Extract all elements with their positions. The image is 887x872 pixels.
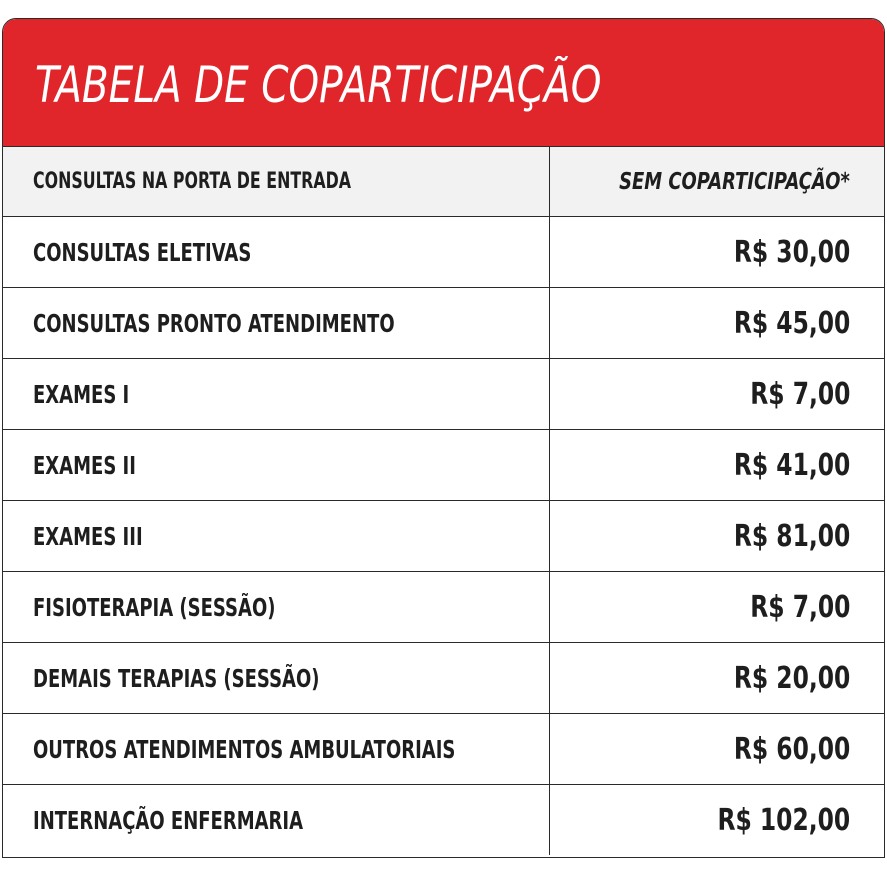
row-value: R$ 45,00 <box>733 305 850 341</box>
row-label-cell <box>3 572 550 642</box>
row-label: CONSULTAS PRONTO ATENDIMENTO <box>33 308 395 338</box>
row-label-cell <box>3 359 550 429</box>
row-label: CONSULTAS ELETIVAS <box>33 237 252 267</box>
row-value: R$ 41,00 <box>733 447 850 483</box>
row-value: R$ 7,00 <box>749 376 850 412</box>
row-value-cell <box>550 714 884 784</box>
table-row <box>3 358 884 429</box>
row-label-cell <box>3 501 550 571</box>
row-label-cell <box>3 643 550 713</box>
row-value-cell <box>550 288 884 358</box>
row-label: OUTROS ATENDIMENTOS AMBULATORIAIS <box>33 734 456 764</box>
header-cell-right <box>550 147 884 216</box>
row-value: R$ 30,00 <box>733 234 850 270</box>
page-title: TABELA DE COPARTICIPAÇÃO <box>35 55 602 114</box>
row-value: R$ 20,00 <box>733 660 850 696</box>
row-label: EXAMES II <box>33 450 136 480</box>
row-label: EXAMES I <box>33 379 130 409</box>
row-value: R$ 7,00 <box>749 589 850 625</box>
header-label-right: SEM COPARTICIPAÇÃO* <box>619 168 850 195</box>
row-value-cell <box>550 430 884 500</box>
header-label-left: CONSULTAS NA PORTA DE ENTRADA <box>33 169 352 194</box>
row-value: R$ 60,00 <box>733 731 850 767</box>
table-header-row <box>3 146 884 216</box>
row-label-cell <box>3 714 550 784</box>
table-row <box>3 500 884 571</box>
table-row <box>3 642 884 713</box>
row-label-cell <box>3 785 550 855</box>
coparticipation-table <box>3 146 884 855</box>
table-row <box>3 287 884 358</box>
row-value-cell <box>550 359 884 429</box>
title-banner <box>3 19 884 146</box>
table-row <box>3 216 884 287</box>
coparticipation-table-card <box>2 18 885 858</box>
table-row <box>3 713 884 784</box>
row-label-cell <box>3 430 550 500</box>
row-label-cell <box>3 217 550 287</box>
table-row <box>3 571 884 642</box>
header-cell-left <box>3 147 550 216</box>
table-row <box>3 429 884 500</box>
row-value: R$ 102,00 <box>717 802 850 838</box>
row-value-cell <box>550 217 884 287</box>
row-label-cell <box>3 288 550 358</box>
row-value-cell <box>550 501 884 571</box>
row-value-cell <box>550 643 884 713</box>
row-label: INTERNAÇÃO ENFERMARIA <box>33 805 304 835</box>
row-label: FISIOTERAPIA (SESSÃO) <box>33 592 276 622</box>
row-label: EXAMES III <box>33 521 143 551</box>
table-row <box>3 784 884 855</box>
row-label: DEMAIS TERAPIAS (SESSÃO) <box>33 663 320 693</box>
row-value-cell <box>550 785 884 855</box>
row-value: R$ 81,00 <box>733 518 850 554</box>
row-value-cell <box>550 572 884 642</box>
